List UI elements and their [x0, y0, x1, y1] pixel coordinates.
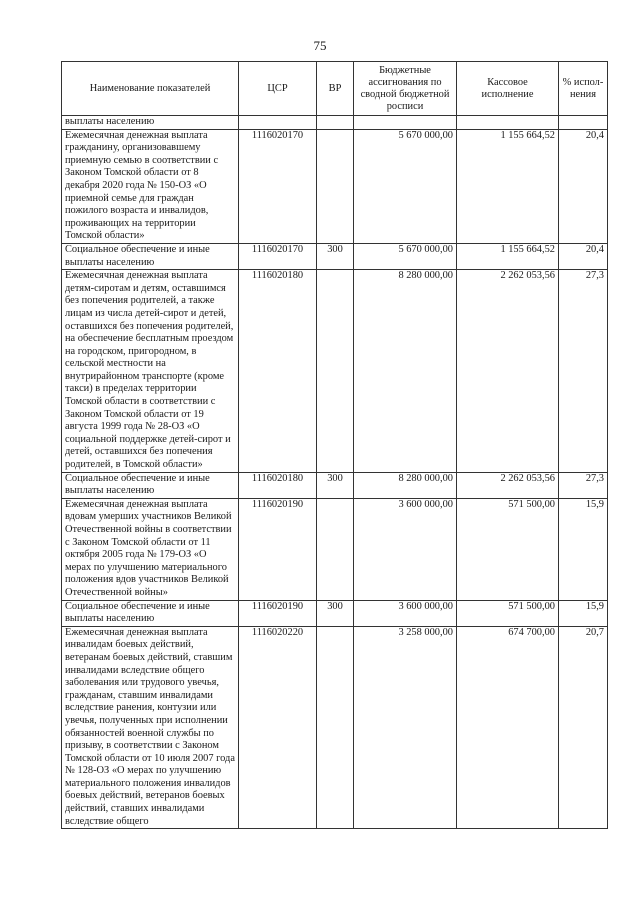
- cell-cash: 674 700,00: [457, 626, 559, 829]
- cell-name: Ежемесячная денежная выплата детям-сиротам и детям, оставшимся без попечения родителей, а также лицам из числа детей-сирот и детей, оставшихся без попечения родителей, на обеспечение бесплатным проездом на городском, пригородном, в сельской местности на внутрирайонном транспорте (кроме такси) в пределах территории Томской области в соответствии с Законом Томской области от 19 августа 1999 года № 28-ОЗ «О социальной поддержке детей-сирот и детей, оставшихся без попечения родителей, в Томской области»: [62, 270, 239, 473]
- cell-cash: 571 500,00: [457, 600, 559, 626]
- cell-name: Социальное обеспечение и иные выплаты населению: [62, 472, 239, 498]
- cell-vr: [317, 129, 354, 243]
- cell-pct: 27,3: [559, 472, 608, 498]
- table-row: [62, 498, 608, 600]
- header-pct: % испол-нения: [559, 62, 608, 116]
- cell-vr: [317, 270, 354, 473]
- cell-name: Ежемесячная денежная выплата инвалидам боевых действий, ветеранам боевых действий, ставшим инвалидами вследствие общего заболевания или трудового увечья, гражданам, ставшим инвалидами вследствие ранения, контузии или увечья, полученных при исполнении обязанностей военной службы по призыву, в соответствии с Законом Томской области от 10 июля 2007 года № 128-ОЗ «О мерах по улучшению материального положения инвалидов боевых действий, ветеранов боевых действий, ставших инвалидами вследствие общего: [62, 626, 239, 829]
- table-row: [62, 116, 608, 130]
- header-vr: ВР: [317, 62, 354, 116]
- header-csr: ЦСР: [239, 62, 317, 116]
- cell-assigned: 5 670 000,00: [354, 129, 457, 243]
- header-cash: Кассовое исполнение: [457, 62, 559, 116]
- cell-cash: [457, 116, 559, 130]
- table-row: [62, 600, 608, 626]
- cell-pct: 20,4: [559, 129, 608, 243]
- cell-assigned: 8 280 000,00: [354, 270, 457, 473]
- cell-pct: 20,7: [559, 626, 608, 829]
- cell-assigned: [354, 116, 457, 130]
- table-row: [62, 129, 608, 243]
- cell-assigned: 3 600 000,00: [354, 600, 457, 626]
- cell-vr: [317, 626, 354, 829]
- cell-csr: 1116020190: [239, 498, 317, 600]
- cell-name: Социальное обеспечение и иные выплаты населению: [62, 600, 239, 626]
- cell-pct: 27,3: [559, 270, 608, 473]
- cell-csr: 1116020190: [239, 600, 317, 626]
- cell-csr: 1116020170: [239, 243, 317, 269]
- cell-vr: [317, 498, 354, 600]
- table-row: [62, 626, 608, 829]
- cell-vr: 300: [317, 243, 354, 269]
- table-row: [62, 270, 608, 473]
- cell-pct: 15,9: [559, 600, 608, 626]
- cell-pct: 15,9: [559, 498, 608, 600]
- cell-csr: 1116020170: [239, 129, 317, 243]
- cell-cash: 571 500,00: [457, 498, 559, 600]
- cell-csr: [239, 116, 317, 130]
- cell-csr: 1116020180: [239, 270, 317, 473]
- table-header-row: [62, 62, 608, 116]
- cell-name: Ежемесячная денежная выплата гражданину, организовавшему приемную семью в соответствии с Законом Томской области от 8 декабря 2020 года № 150-ОЗ «О приемной семье для граждан пожилого возраста и инвалидов, проживающих на территории Томской области»: [62, 129, 239, 243]
- cell-assigned: 8 280 000,00: [354, 472, 457, 498]
- table-row: [62, 472, 608, 498]
- cell-cash: 2 262 053,56: [457, 270, 559, 473]
- cell-cash: 1 155 664,52: [457, 243, 559, 269]
- table-row: [62, 243, 608, 269]
- cell-vr: 300: [317, 600, 354, 626]
- cell-csr: 1116020180: [239, 472, 317, 498]
- cell-vr: [317, 116, 354, 130]
- cell-name: выплаты населению: [62, 116, 239, 130]
- cell-pct: 20,4: [559, 243, 608, 269]
- cell-assigned: 5 670 000,00: [354, 243, 457, 269]
- cell-vr: 300: [317, 472, 354, 498]
- cell-name: Ежемесячная денежная выплата вдовам умерших участников Великой Отечественной войны в соответствии с Законом Томской области от 11 октября 2005 года № 179-ОЗ «О мерах по улучшению материального положения вдов участников Великой Отечественной войны»: [62, 498, 239, 600]
- cell-csr: 1116020220: [239, 626, 317, 829]
- cell-assigned: 3 258 000,00: [354, 626, 457, 829]
- page-number: 75: [313, 38, 327, 53]
- cell-name: Социальное обеспечение и иные выплаты населению: [62, 243, 239, 269]
- cell-pct: [559, 116, 608, 130]
- header-assigned: Бюджетные ассигнования по сводной бюджетной росписи: [354, 62, 457, 116]
- cell-cash: 2 262 053,56: [457, 472, 559, 498]
- cell-assigned: 3 600 000,00: [354, 498, 457, 600]
- budget-table: [61, 61, 608, 829]
- cell-cash: 1 155 664,52: [457, 129, 559, 243]
- header-name: Наименование показателей: [62, 62, 239, 116]
